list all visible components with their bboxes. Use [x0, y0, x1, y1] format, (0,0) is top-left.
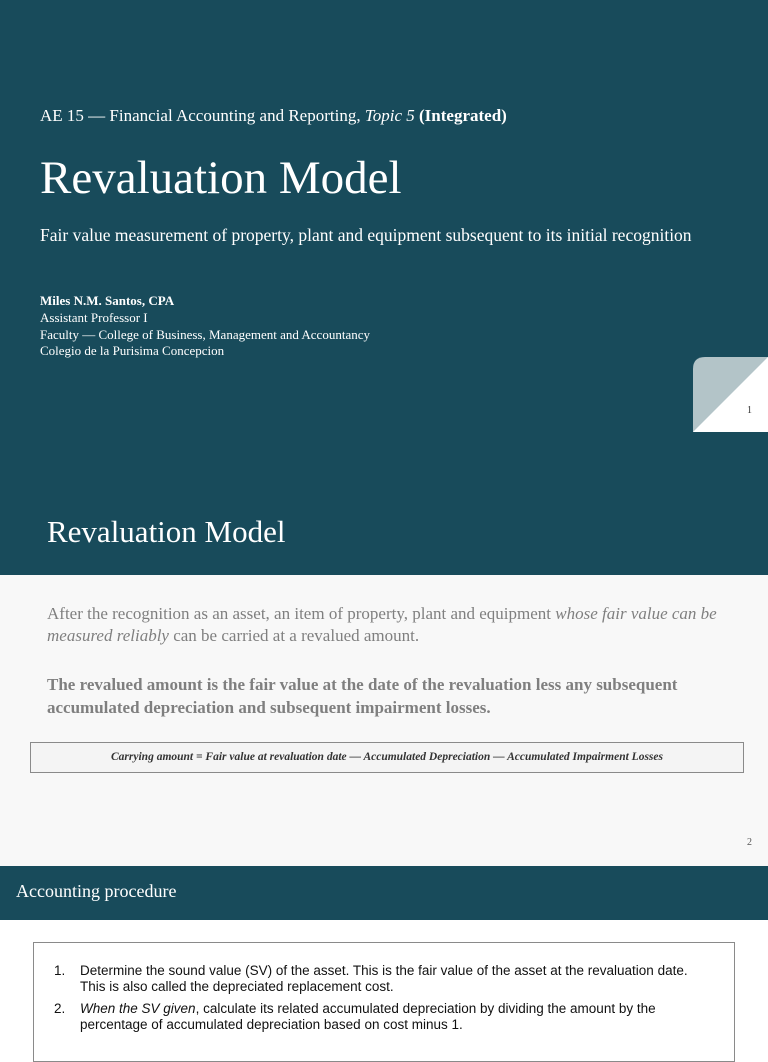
list-item-emphasis: When the SV given	[80, 1001, 196, 1016]
procedure-slide	[0, 866, 768, 1032]
list-item-text: Determine the sound value (SV) of the asset. This is the fair value of the asset at the revaluation date. This is also called the depreciated replacement cost.	[80, 963, 688, 994]
course-integrated: (Integrated)	[419, 106, 507, 125]
list-item	[34, 1001, 736, 1033]
author-position: Assistant Professor I	[40, 310, 148, 325]
page-number: 2	[747, 837, 752, 848]
list-item-number: 1.	[54, 963, 66, 978]
revalued-amount-paragraph: The revalued amount is the fair value at the date of the revaluation less any subsequent accumulated depreciation and subsequent impairment losses.	[47, 675, 678, 717]
slide-header	[0, 866, 768, 920]
slide-title: Revaluation Model	[40, 152, 402, 204]
definition-paragraph: After the recognition as an asset, an item of property, plant and equipment whose fair value can be measured reliably can be carried at a revalued amount.	[47, 604, 717, 645]
list-item-number: 2.	[54, 1001, 66, 1016]
title-slide	[0, 0, 768, 432]
list-item-text: , calculate its related accumulated depreciation by dividing the amount by the percentage of accumulated depreciation based on cost minus 1.	[80, 1001, 656, 1032]
procedure-list	[34, 963, 736, 1039]
slide-subtitle: Fair value measurement of property, plant and equipment subsequent to its initial recognition	[40, 225, 692, 245]
carrying-amount-formula: Carrying amount = Fair value at revaluation date — Accumulated Depreciation — Accumulated Impairment Losses	[30, 742, 744, 773]
procedure-box	[33, 942, 735, 1062]
page-curl-decoration	[693, 357, 768, 432]
revaluation-slide	[0, 432, 768, 866]
slide-title: Revaluation Model	[47, 514, 286, 549]
author-faculty: Faculty — College of Business, Management and Accountancy	[40, 327, 370, 342]
author-name: Miles N.M. Santos, CPA	[40, 293, 175, 308]
course-line: AE 15 — Financial Accounting and Reporting, Topic 5 (Integrated)	[40, 106, 507, 125]
slide-header	[0, 432, 768, 575]
course-topic: Topic 5	[364, 106, 415, 125]
author-school: Colegio de la Purisima Concepcion	[40, 343, 225, 358]
list-item	[34, 963, 736, 995]
slide-title: Accounting procedure	[16, 881, 177, 901]
page-number: 1	[747, 405, 752, 416]
emphasis-text: whose fair value can be measured reliably	[47, 604, 717, 645]
